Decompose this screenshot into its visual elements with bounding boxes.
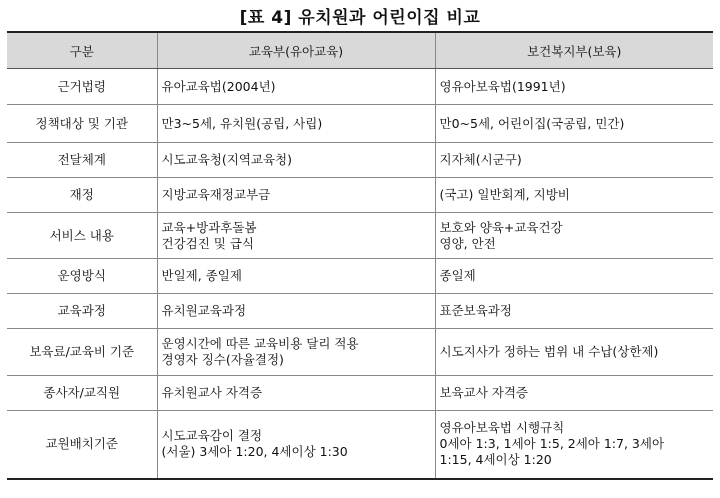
row-category: 운영방식	[7, 259, 157, 294]
cell-line: 시도교육감이 결정	[161, 428, 263, 444]
cell-line: 만0~5세, 어린이집(국공립, 민간)	[439, 115, 625, 131]
header-mohw: 보건복지부(보육)	[435, 32, 713, 69]
cell-mohw	[435, 329, 713, 376]
cell-line: 보호와 양육+교육건강	[439, 219, 563, 235]
row-category: 종사자/교직원	[7, 376, 157, 411]
cell-line: 0세아 1:3, 1세아 1:5, 2세아 1:7, 3세아	[439, 436, 665, 452]
table-row	[7, 329, 713, 376]
row-category: 정책대상 및 기관	[7, 105, 157, 143]
cell-line: (국고) 일반회계, 지방비	[439, 187, 570, 202]
cell-line: 건강검진 및 급식	[161, 235, 254, 251]
cell-line: 영유아보육법 시행규칙	[439, 420, 565, 436]
cell-line: 운영시간에 따른 교육비용 달리 적용	[161, 336, 359, 351]
cell-moe	[157, 213, 435, 259]
cell-line: 유치원교육과정	[161, 303, 247, 318]
row-category: 교원배치기준	[7, 411, 157, 479]
cell-moe	[157, 411, 435, 479]
cell-mohw	[435, 259, 713, 294]
table-row	[7, 411, 713, 479]
header-moe: 교육부(유아교육)	[157, 32, 435, 69]
cell-moe	[157, 259, 435, 294]
cell-line: 보육교사 자격증	[439, 385, 528, 400]
table-row	[7, 376, 713, 411]
cell-moe	[157, 105, 435, 143]
header-category: 구분	[7, 32, 157, 69]
cell-mohw	[435, 213, 713, 259]
row-category: 보육료/교육비 기준	[7, 329, 157, 376]
cell-line: 교육+방과후돌봄	[161, 219, 257, 235]
cell-line: 1:15, 4세이상 1:20	[439, 452, 552, 468]
cell-moe	[157, 69, 435, 105]
cell-moe	[157, 294, 435, 329]
cell-line: 반일제, 종일제	[161, 268, 242, 283]
table-row	[7, 69, 713, 105]
row-category: 서비스 내용	[7, 213, 157, 259]
header-row	[7, 32, 713, 69]
row-category: 교육과정	[7, 294, 157, 329]
comparison-table	[7, 31, 713, 480]
row-category: 전달체계	[7, 143, 157, 178]
cell-mohw	[435, 376, 713, 411]
cell-moe	[157, 329, 435, 376]
cell-line: 표준보육과정	[439, 303, 512, 318]
table-row	[7, 259, 713, 294]
cell-moe	[157, 376, 435, 411]
cell-line: 시도지사가 정하는 범위 내 수납(상한제)	[439, 344, 659, 359]
table-row	[7, 143, 713, 178]
cell-line: 지방교육재정교부금	[161, 187, 271, 202]
cell-line: 지자체(시군구)	[439, 152, 522, 167]
row-category: 근거법령	[7, 69, 157, 105]
table-row	[7, 178, 713, 213]
cell-moe	[157, 178, 435, 213]
cell-line: 만3~5세, 유치원(공립, 사립)	[161, 115, 323, 131]
cell-line: 유아교육법(2004년)	[161, 78, 276, 94]
cell-line: 영유아보육법(1991년)	[439, 78, 566, 94]
cell-line: 종일제	[439, 268, 476, 283]
cell-mohw	[435, 178, 713, 213]
cell-line: (서울) 3세아 1:20, 4세이상 1:30	[161, 444, 348, 460]
cell-line: 유치원교사 자격증	[161, 385, 263, 400]
row-category: 재정	[7, 178, 157, 213]
cell-line: 시도교육청(지역교육청)	[161, 152, 293, 167]
table-row	[7, 105, 713, 143]
cell-mohw	[435, 143, 713, 178]
table-row	[7, 294, 713, 329]
cell-mohw	[435, 294, 713, 329]
cell-mohw	[435, 105, 713, 143]
cell-mohw	[435, 69, 713, 105]
table-title: [표 4] 유치원과 어린이집 비교	[239, 8, 481, 28]
cell-line: 영양, 안전	[439, 235, 496, 251]
cell-moe	[157, 143, 435, 178]
cell-line: 경영자 징수(자율결정)	[161, 352, 284, 367]
cell-mohw	[435, 411, 713, 479]
table-row	[7, 213, 713, 259]
table-body	[7, 69, 713, 479]
